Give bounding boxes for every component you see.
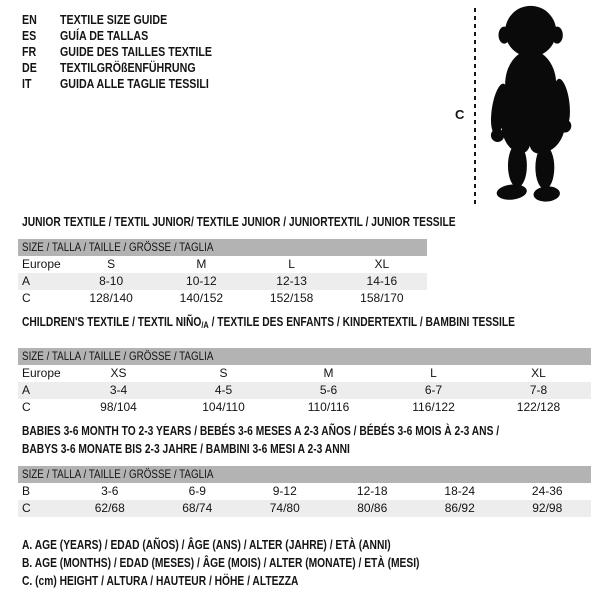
height-cell: 80/86 bbox=[357, 501, 388, 515]
language-row-de bbox=[22, 60, 245, 76]
language-row-en bbox=[22, 12, 245, 28]
age-cell: 8-10 bbox=[99, 274, 124, 288]
height-cell: 140/152 bbox=[179, 291, 224, 305]
table-row-months bbox=[18, 483, 591, 500]
language-row-it bbox=[22, 76, 245, 92]
months-cell: 6-9 bbox=[188, 484, 206, 498]
row-label: A bbox=[22, 274, 31, 288]
height-cell: 98/104 bbox=[100, 400, 137, 414]
language-title-list bbox=[22, 12, 245, 92]
table-row-height bbox=[18, 500, 591, 517]
age-cell: 7-8 bbox=[529, 383, 548, 397]
age-cell: 3-4 bbox=[109, 383, 128, 397]
months-cell: 12-18 bbox=[356, 484, 388, 498]
size-cell: M bbox=[196, 257, 207, 271]
row-label: Europe bbox=[22, 257, 61, 271]
months-cell: 18-24 bbox=[444, 484, 476, 498]
language-code: FR bbox=[22, 44, 37, 59]
table-row-height bbox=[18, 290, 427, 307]
age-cell: 5-6 bbox=[319, 383, 338, 397]
months-cell: 24-36 bbox=[531, 484, 563, 498]
size-header-text: SIZE / TALLA / TAILLE / GRÖSSE / TAGLIA bbox=[22, 467, 214, 481]
section-title-babies-line2: BABYS 3-6 MONATE BIS 2-3 JAHRE / BAMBINI 3-6 MESI A 2-3 ANNI bbox=[22, 442, 350, 456]
height-cell: 110/116 bbox=[307, 400, 350, 414]
language-title: GUÍA DE TALLAS bbox=[60, 28, 149, 43]
height-cell: 68/74 bbox=[182, 501, 213, 515]
language-code: IT bbox=[22, 76, 32, 91]
language-title: GUIDA ALLE TAGLIE TESSILI bbox=[60, 76, 209, 91]
age-cell: 10-12 bbox=[186, 274, 217, 288]
language-title: TEXTILE SIZE GUIDE bbox=[60, 12, 168, 27]
age-cell: 12-13 bbox=[276, 274, 307, 288]
dashed-height-line-icon bbox=[474, 8, 476, 207]
table-row-europe bbox=[18, 365, 591, 382]
table-row-europe bbox=[18, 256, 427, 273]
size-header-text: SIZE / TALLA / TAILLE / GRÖSSE / TAGLIA bbox=[22, 349, 214, 363]
language-title: TEXTILGRÖßENFÜHRUNG bbox=[60, 60, 196, 75]
months-cell: 9-12 bbox=[272, 484, 297, 498]
size-cell: S bbox=[107, 257, 116, 271]
toddler-silhouette-icon bbox=[486, 3, 581, 211]
size-table-babies bbox=[18, 466, 591, 517]
height-cell: 74/80 bbox=[269, 501, 300, 515]
table-row-height bbox=[18, 399, 591, 416]
section-title-children bbox=[22, 313, 600, 334]
size-cell: L bbox=[288, 257, 295, 271]
age-cell: 4-5 bbox=[214, 383, 233, 397]
size-cell: S bbox=[219, 366, 228, 380]
footnote-legend bbox=[22, 536, 507, 590]
row-label: A bbox=[22, 383, 31, 397]
table-row-age bbox=[18, 382, 591, 399]
height-cell: 104/110 bbox=[202, 400, 245, 414]
size-header-bar bbox=[18, 466, 591, 483]
size-table-junior bbox=[18, 239, 427, 307]
size-cell: XL bbox=[531, 366, 546, 380]
row-label: Europe bbox=[22, 366, 61, 380]
height-measure-label: C bbox=[455, 107, 465, 122]
section-title-junior bbox=[22, 213, 551, 231]
language-row-es bbox=[22, 28, 245, 44]
height-cell: 152/158 bbox=[269, 291, 314, 305]
language-code: ES bbox=[22, 28, 37, 43]
section-title-babies-line1: BABIES 3-6 MONTH TO 2-3 YEARS / BEBÉS 3-6 MESES A 2-3 AÑOS / BÉBÉS 3-6 MOIS À 2-3 ANS / bbox=[22, 424, 500, 438]
row-label: C bbox=[22, 291, 31, 305]
size-header-bar bbox=[18, 239, 427, 256]
section-title-babies bbox=[22, 422, 600, 458]
height-cell: 86/92 bbox=[444, 501, 475, 515]
nino-a-subscript: /A bbox=[201, 320, 209, 330]
height-cell: 128/140 bbox=[89, 291, 133, 305]
height-cell: 122/128 bbox=[516, 400, 561, 414]
row-label: C bbox=[22, 400, 31, 414]
row-label: C bbox=[22, 501, 31, 515]
language-row-fr bbox=[22, 44, 245, 60]
section-title-children-text: CHILDREN'S TEXTILE / TEXTIL NIÑO/A / TEXTILE DES ENFANTS / KINDERTEXTIL / BAMBINI TESSILE bbox=[22, 315, 515, 330]
row-label: B bbox=[22, 484, 31, 498]
table-row-age bbox=[18, 273, 427, 290]
age-cell: 14-16 bbox=[366, 274, 398, 288]
language-title: GUIDE DES TAILLES TEXTILE bbox=[60, 44, 213, 59]
size-header-text: SIZE / TALLA / TAILLE / GRÖSSE / TAGLIA bbox=[22, 240, 214, 254]
section-title-junior-text: JUNIOR TEXTILE / TEXTIL JUNIOR/ TEXTILE JUNIOR / JUNIORTEXTIL / JUNIOR TESSILE bbox=[22, 215, 456, 229]
height-cell: 158/170 bbox=[360, 291, 404, 305]
footnote-height-cm: C. (cm) HEIGHT / ALTURA / HAUTEUR / HÖHE / ALTEZZA bbox=[22, 574, 299, 588]
size-table-children bbox=[18, 348, 591, 416]
size-cell: XS bbox=[110, 366, 127, 380]
size-cell: XL bbox=[374, 257, 390, 271]
language-code: DE bbox=[22, 60, 37, 75]
size-cell: M bbox=[323, 366, 334, 380]
height-cell: 116/122 bbox=[412, 400, 455, 414]
months-cell: 3-6 bbox=[101, 484, 119, 498]
height-cell: 62/68 bbox=[94, 501, 125, 515]
language-code: EN bbox=[22, 12, 37, 27]
height-cell: 92/98 bbox=[532, 501, 563, 515]
age-cell: 6-7 bbox=[424, 383, 443, 397]
size-header-bar bbox=[18, 348, 591, 365]
size-cell: L bbox=[430, 366, 437, 380]
footnote-age-years: A. AGE (YEARS) / EDAD (AÑOS) / ÂGE (ANS) / ALTER (JAHRE) / ETÀ (ANNI) bbox=[22, 538, 391, 552]
footnote-age-months: B. AGE (MONTHS) / EDAD (MESES) / ÂGE (MOIS) / ALTER (MONATE) / ETÀ (MESI) bbox=[22, 556, 420, 570]
